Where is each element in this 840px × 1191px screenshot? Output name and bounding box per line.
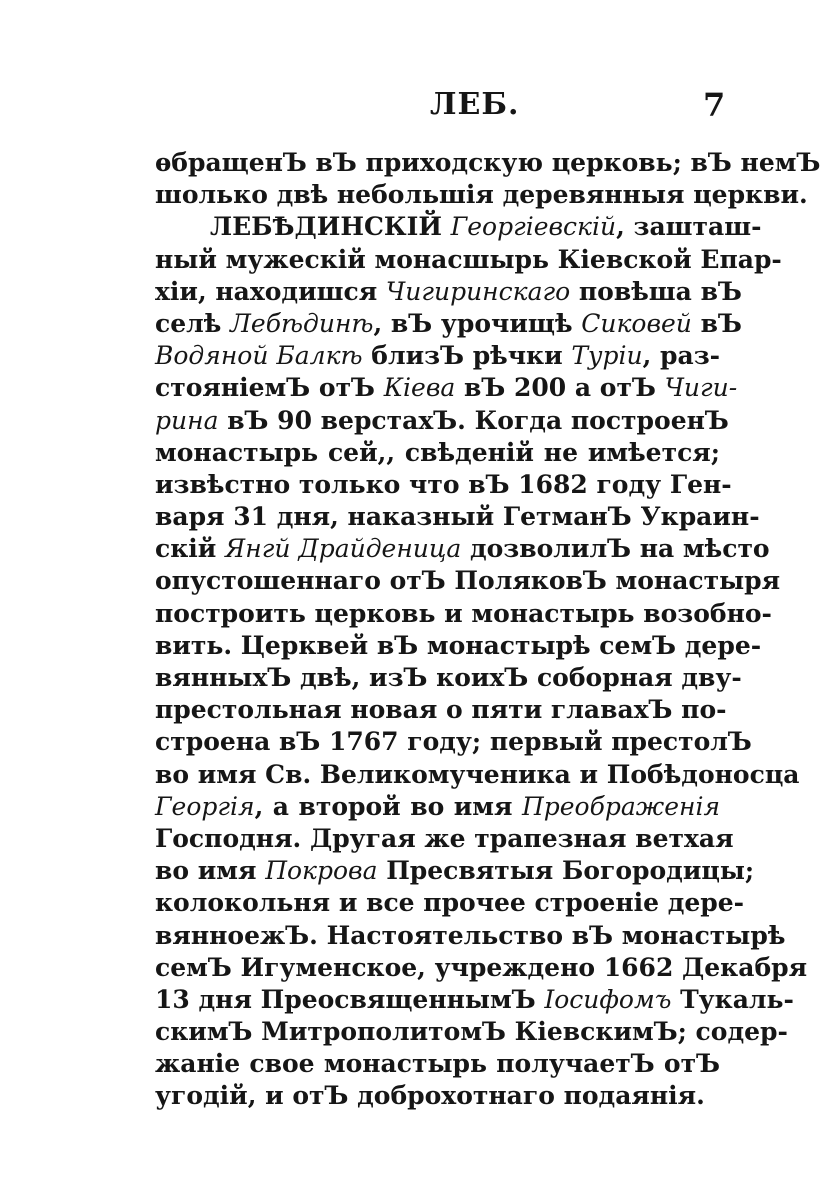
text-run: стояніемЪ отЪ	[155, 373, 384, 403]
italic-name: Георгія	[155, 791, 255, 821]
text-run: вЪ 90 верстахЪ. Когда построенЪ	[218, 405, 729, 435]
text-run: Тукаль-	[671, 984, 794, 1014]
text-run: варя 31 дня, наказный ГетманЪ Украин-	[155, 502, 760, 532]
text-run: , вЪ урочищѣ	[373, 308, 582, 338]
text-line	[155, 244, 782, 276]
text-run: престольная новая о пяти главахЪ по-	[155, 695, 727, 725]
text-line	[155, 726, 752, 758]
italic-name: рина	[155, 405, 219, 435]
text-line	[155, 694, 727, 726]
italic-name: Лебѣдинѣ	[230, 308, 374, 338]
text-run: построить церковь и монастырь возобно-	[155, 598, 772, 628]
text-run: вить. Церквей вЪ монастырѣ семЪ дере-	[155, 630, 762, 660]
text-line	[155, 276, 742, 308]
text-line	[155, 179, 808, 211]
text-run: повѣша вЪ	[570, 276, 742, 306]
italic-name: Чиги-	[664, 373, 738, 403]
text-run: скимЪ МитрополитомЪ КіевскимЪ; содер-	[155, 1017, 788, 1047]
text-line	[155, 1016, 788, 1048]
italic-name: Сиковей	[581, 308, 692, 338]
text-run: ѳбращенЪ вЪ приходскую церковь; вЪ немЪ	[155, 148, 821, 177]
text-line	[155, 823, 734, 855]
text-line	[155, 887, 745, 919]
running-title: ЛЕБ.	[430, 87, 520, 122]
text-run: семЪ Игуменское, учреждено 1662 Декабря	[155, 952, 808, 982]
text-line	[155, 501, 760, 533]
text-run: , зашташ-	[616, 212, 762, 242]
italic-name: Іосифомъ	[544, 984, 672, 1014]
text-line	[155, 308, 742, 340]
text-line	[155, 565, 781, 597]
italic-name: Янгй Драйденица	[225, 534, 462, 564]
body-text	[155, 147, 821, 1113]
text-run: вянныхЪ двѣ, изЪ коихЪ соборная дву-	[155, 663, 742, 692]
text-run: ный мужескій монасшырь Кіевской Епар-	[155, 244, 782, 274]
text-line	[155, 372, 738, 404]
text-run: колокольня и все прочее строеніе дере-	[155, 888, 745, 918]
text-run: ЛЕБѢДИНСКІЙ	[210, 212, 451, 242]
text-line	[155, 405, 729, 437]
text-run: , а второй во имя	[254, 791, 522, 821]
text-line	[155, 211, 762, 243]
text-run: строена вЪ 1767 году; первый престолЪ	[155, 727, 752, 757]
text-line	[155, 1080, 720, 1112]
text-run: во имя	[155, 856, 266, 886]
italic-name: Преображенія	[521, 791, 720, 821]
text-line	[155, 952, 808, 984]
text-run: вЪ	[691, 308, 742, 338]
text-run: , раз-	[642, 341, 721, 371]
text-line	[155, 662, 742, 694]
text-run: близЪ рѣчки	[362, 341, 572, 371]
text-run: угодій, и отЪ доброхотнаго подаянія.	[155, 1081, 705, 1111]
italic-name: Кіева	[383, 373, 456, 403]
text-line	[155, 984, 794, 1016]
text-line	[155, 533, 770, 565]
italic-name: Георгіевскій	[450, 212, 617, 242]
italic-name: Туріи	[571, 341, 643, 371]
text-run: Господня. Другая же трапезная ветхая	[155, 823, 734, 853]
text-run: опустошеннаго отЪ ПоляковЪ монастыря	[155, 566, 781, 596]
italic-name: Покрова	[265, 856, 378, 886]
text-run: извѣстно только что вЪ 1682 году Ген-	[155, 469, 732, 499]
text-line	[155, 469, 732, 501]
text-run: скій	[155, 534, 226, 564]
text-run: монастырь сей,, свѣденій не имѣется;	[155, 437, 720, 467]
text-line	[155, 855, 755, 887]
text-run: Пресвятыя Богородицы;	[377, 856, 755, 886]
text-line	[155, 147, 821, 179]
italic-name: Водяной Балкѣ	[155, 341, 363, 371]
text-run: хіи, находишся	[155, 276, 386, 306]
text-line	[155, 630, 762, 662]
text-run: вЪ 200 а отЪ	[455, 373, 665, 403]
running-head	[0, 80, 840, 130]
text-run: 13 дня ПреосвященнымЪ	[155, 984, 545, 1014]
text-run: жаніе свое монастырь получаетЪ отЪ	[155, 1049, 720, 1079]
text-line	[155, 340, 720, 372]
text-run: шолько двѣ небольшія деревянныя церкви.	[155, 180, 808, 210]
text-line	[155, 791, 720, 823]
text-run: во имя Св. Великомученика и Побѣдоносца	[155, 759, 800, 789]
text-line	[155, 437, 720, 469]
text-run: дозволилЪ на мѣсто	[461, 534, 770, 564]
page-number: 7	[703, 86, 726, 124]
text-line	[155, 598, 772, 630]
text-line	[155, 759, 800, 791]
text-line	[155, 920, 786, 952]
text-run: вянноежЪ. Настоятельство вЪ монастырѣ	[155, 920, 786, 950]
text-run: селѣ	[155, 308, 231, 338]
italic-name: Чигиринскаго	[385, 276, 571, 306]
text-line	[155, 1048, 720, 1080]
